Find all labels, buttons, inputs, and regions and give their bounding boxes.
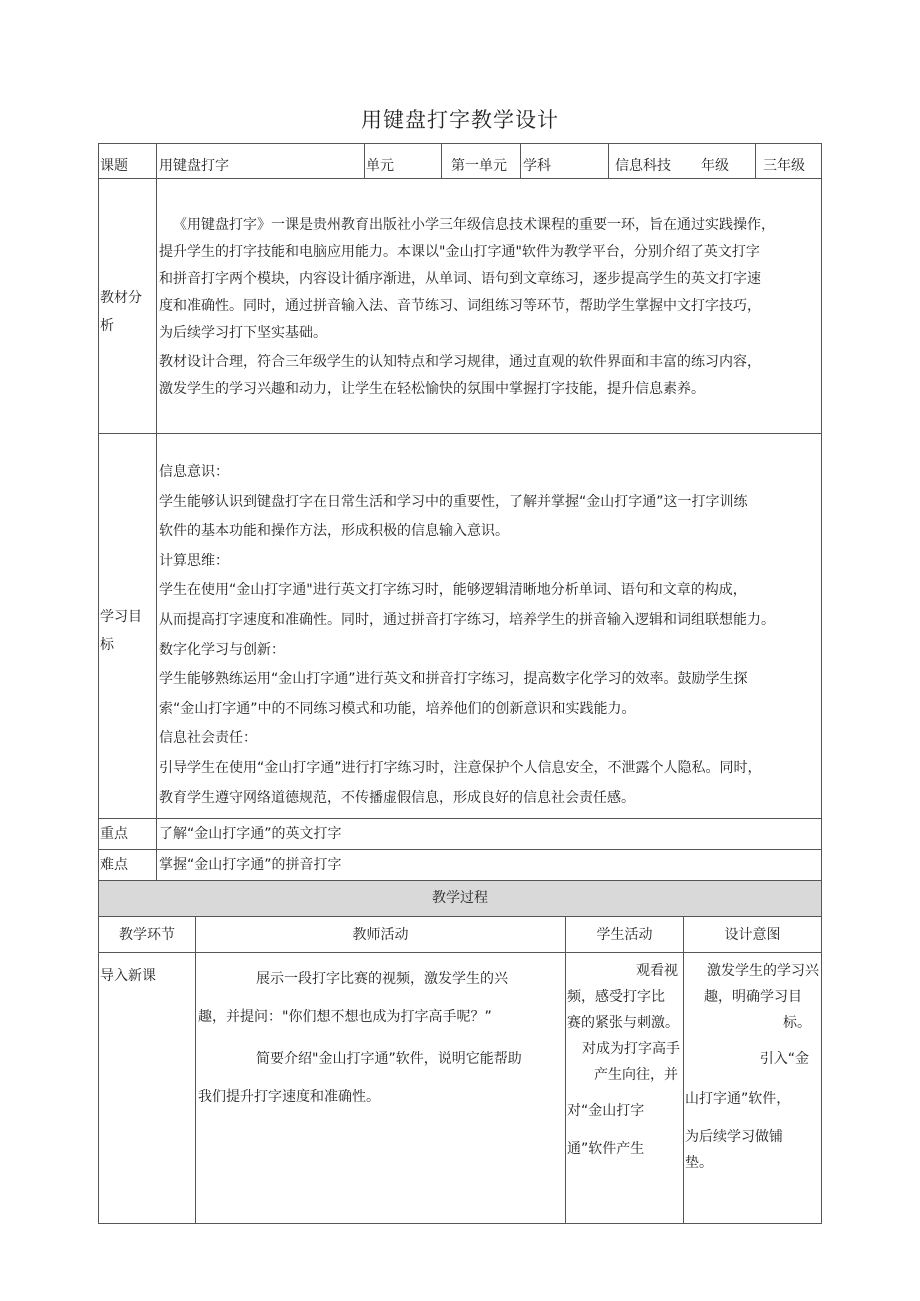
material-analysis-paragraph-2: 教材设计合理，符合三年级学生的认知特点和学习规律，通过直观的软件界面和丰富的练习内容， 激发学生的学习兴趣和动力，让学生在轻松愉快的氛围中掌握打字技能，提升信息素养。 xyxy=(159,354,761,397)
col-divider xyxy=(565,916,566,1224)
grade-label: 年级 xyxy=(701,158,729,174)
student-activity: 观看视 频，感受打字比 赛的紧张与刺激。 对成为打字高手 产生向往，并 对“金山打字 通”软件产生 xyxy=(567,963,680,1157)
column-header-intent: 设计意图 xyxy=(724,927,781,943)
column-header-student: 学生活动 xyxy=(596,927,653,943)
row-divider xyxy=(98,849,822,850)
learning-goals-text: 信息意识： 学生能够认识到键盘打字在日常生活和学习中的重要性，了解并掌握“金山打字通”这一打字训练 软件的基本功能和操作方法，形成积极的信息输入意识。 计算思维： 学生在使用“金山打字通"进行英文打字练习时，能够逻辑清晰地分析单词、语句和文章的构成， 从而提高打字速度和准确性。同时，通过拼音打字练习，培养学生的拼音输入逻辑和词组联想能力。 数字化学习与创新： 学生能够熟练运用“金山打字通”进行英文和拼音打字练习，提高数字化学习的效率。鼓励学生探 索“金山打字通”中的不同练习模式和功能，培养他们的创新意识和实践能力。 信息社会责任： 引导学生在使用“金山打字通”进行打字练习时，注意保护个人信息安全，不泄露个人隐私。同时， 教育学生遵守网络道德规范，不传播虚假信息，形成良好的信息社会责任感。 xyxy=(159,464,775,806)
col-divider xyxy=(156,143,157,880)
difficulty-label: 难点 xyxy=(100,857,128,873)
teacher-activity: 展示一段打字比赛的视频，激发学生的兴 趣，并提问："你们想不想也成为打字高手呢？” 简要介绍"金山打字通”软件，说明它能帮助 我们提升打字速度和准确性。 xyxy=(198,971,522,1105)
col-divider xyxy=(608,143,609,178)
row-divider xyxy=(98,178,822,179)
column-header-stage: 教学环节 xyxy=(119,927,175,943)
column-header-teacher: 教师活动 xyxy=(352,927,409,943)
course-label: 课题 xyxy=(100,158,128,174)
unit-label: 单元 xyxy=(366,158,394,174)
stage-intro: 导入新课 xyxy=(100,968,156,984)
row-divider xyxy=(98,916,822,917)
process-title: 教学过程 xyxy=(432,890,488,906)
row-divider xyxy=(98,433,822,434)
col-divider xyxy=(195,916,196,1224)
subject-value: 信息科技 xyxy=(615,158,671,174)
page-title: 用键盘打字教学设计 xyxy=(361,108,559,132)
unit-value: 第一单元 xyxy=(451,158,507,174)
design-intent: 激发学生的学习兴 趣，明确学习目 标。 引入“金 山打字通”软件， 为后续学习做铺 垫。 xyxy=(685,963,819,1171)
col-divider xyxy=(520,143,521,178)
col-divider xyxy=(441,143,442,178)
course-value: 用键盘打字 xyxy=(159,158,229,174)
material-analysis-label: 教材分 析 xyxy=(100,290,142,334)
grade-value: 三年级 xyxy=(763,158,805,174)
col-divider xyxy=(683,916,684,1224)
row-divider xyxy=(98,818,822,819)
subject-label: 学科 xyxy=(523,158,551,174)
material-analysis-paragraph-1: 《用键盘打字》一课是贵州教育出版社小学三年级信息技术课程的重要一环，旨在通过实践操作， 提升学生的打字技能和电脑应用能力。本课以"金山打字通"软件为教学平台，分别介绍了英文打字 和拼音打字两个模块，内容设计循序渐进，从单词、语句到文章练习，逐步提高学生的英文打字速 度和准确性。同时，通过拼音输入法、音节练习、词组练习等环节，帮助学生掌握中文打字技巧， 为后续学习打下坚实基础。 xyxy=(159,217,775,341)
difficulty-value: 掌握“金山打字通”的拼音打字 xyxy=(159,857,342,873)
key-point-value: 了解“金山打字通”的英文打字 xyxy=(159,826,342,842)
col-divider xyxy=(755,143,756,178)
col-divider xyxy=(364,143,365,178)
key-point-label: 重点 xyxy=(100,826,128,842)
learning-goals-label: 学习目 标 xyxy=(100,609,142,653)
row-divider xyxy=(98,952,822,953)
